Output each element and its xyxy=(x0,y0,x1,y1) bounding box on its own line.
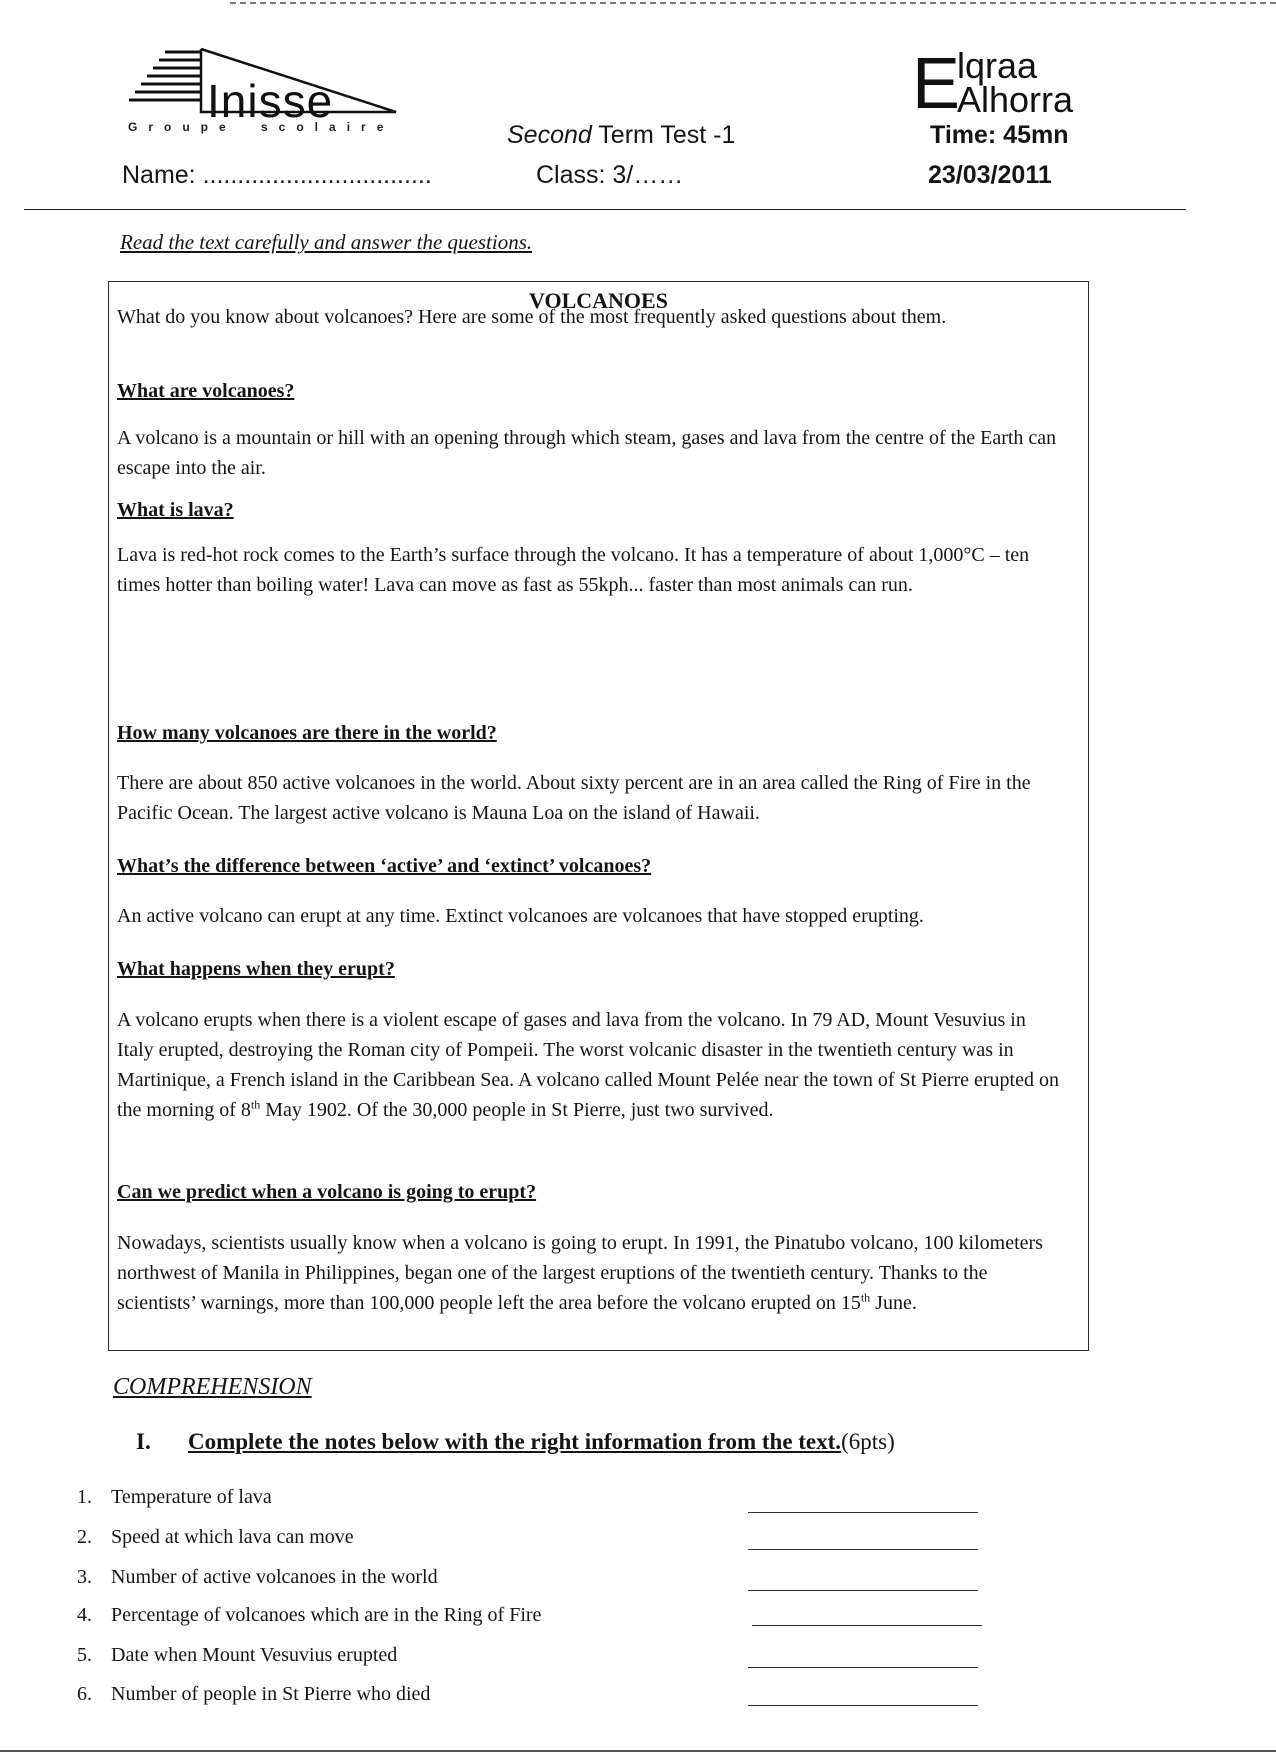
comprehension-title: COMPREHENSION xyxy=(113,1374,312,1400)
section-answer-part: Nowadays, scientists usually know when a volcano is going to erupt. In 1991, the Pinatubo volcano, 100 kilometers northwest of Manila in Philippines, began one of the largest eruptions of the twentieth century. Thanks to the scientists’ warnings, more than 100,000 people left the area before the volcano erupted on 15 xyxy=(117,1232,1043,1314)
note-prompt: Percentage of volcanoes which are in the Ring of Fire xyxy=(111,1604,542,1626)
test-duration: Time: 45mn xyxy=(930,121,1069,149)
reading-instruction: Read the text carefully and answer the questions. xyxy=(120,230,533,254)
school-logo-name: Inisse xyxy=(207,75,334,127)
note-number: 5. xyxy=(77,1644,92,1666)
section-answer: A volcano is a mountain or hill with an opening through which steam, gases and lava from the centre of the Earth can escape into the air. xyxy=(117,427,1057,479)
brand-logo-line2: Alhorra xyxy=(957,79,1074,120)
answer-blank[interactable] xyxy=(748,1549,978,1550)
test-title-term: Second xyxy=(507,121,592,149)
school-logo-tagline: Groupe scolaire xyxy=(128,120,395,134)
note-prompt: Speed at which lava can move xyxy=(111,1526,354,1548)
brand-logo-letter: E xyxy=(912,44,961,124)
note-prompt: Temperature of lava xyxy=(111,1486,272,1508)
answer-blank[interactable] xyxy=(748,1667,978,1668)
brand-logo-line1: lqraa xyxy=(957,45,1038,86)
section-answer-part: May 1902. Of the 30,000 people in St Pierre, just two survived. xyxy=(260,1099,774,1121)
task-instruction xyxy=(188,1427,895,1457)
note-number: 4. xyxy=(77,1604,92,1626)
section-answer: Lava is red-hot rock comes to the Earth’s surface through the volcano. It has a temperature of about 1,000°C – ten times hotter than boiling water! Lava can move as fast as 55kph... faster than most animals can run. xyxy=(117,544,1030,596)
section-question: What happens when they erupt? xyxy=(117,958,395,980)
task-points: (6pts) xyxy=(841,1429,895,1454)
task-instruction-text: Complete the notes below with the right information from the text. xyxy=(188,1429,842,1454)
note-number: 1. xyxy=(77,1486,92,1508)
test-date: 23/03/2011 xyxy=(928,161,1052,189)
note-number: 2. xyxy=(77,1526,92,1548)
answer-blank[interactable] xyxy=(748,1705,978,1706)
note-prompt: Number of people in St Pierre who died xyxy=(111,1683,431,1705)
task-number: I. xyxy=(136,1429,151,1454)
reading-title: VOLCANOES xyxy=(529,288,668,313)
scan-edge-bottom xyxy=(0,1750,1276,1752)
section-question: What are volcanoes? xyxy=(117,380,295,402)
section-answer: An active volcano can erupt at any time. Extinct volcanoes are volcanoes that have stopped erupting. xyxy=(117,905,924,927)
section-answer-part: A volcano erupts when there is a violent escape of gases and lava from the volcano. In 79 AD, Mount Vesuvius in Italy erupted, destroying the Roman city of Pompeii. The worst volcanic disaster in the twentieth century was in Martinique, a French island in the Caribbean Sea. A volcano called Mount Pelée near the town of St Pierre erupted on the morning of 8 xyxy=(117,1009,1059,1121)
scan-edge-top xyxy=(230,2,1276,4)
answer-blank[interactable] xyxy=(748,1512,978,1513)
section-answer-part: June. xyxy=(870,1292,917,1314)
section-question: What is lava? xyxy=(117,499,234,521)
section-answer: There are about 850 active volcanoes in the world. About sixty percent are in an area called the Ring of Fire in the Pacific Ocean. The largest active volcano is Mauna Loa on the island of Hawaii. xyxy=(117,772,1031,824)
section-question: What’s the difference between ‘active’ and ‘extinct’ volcanoes? xyxy=(117,855,652,877)
note-prompt: Number of active volcanoes in the world xyxy=(111,1566,438,1588)
test-title xyxy=(507,120,735,150)
note-number: 3. xyxy=(77,1566,92,1588)
section-question: How many volcanoes are there in the world? xyxy=(117,722,497,744)
section-answer xyxy=(117,1005,1067,1125)
header-divider xyxy=(24,209,1186,210)
answer-blank[interactable] xyxy=(748,1590,978,1591)
test-title-rest: Term Test -1 xyxy=(598,121,736,149)
student-class-field[interactable]: Class: 3/…… xyxy=(536,161,684,189)
ordinal-suffix: th xyxy=(860,1290,871,1305)
note-prompt: Date when Mount Vesuvius erupted xyxy=(111,1644,398,1666)
student-name-field[interactable]: Name: ................................. xyxy=(122,161,432,189)
section-answer xyxy=(117,1228,1067,1318)
answer-blank[interactable] xyxy=(752,1625,982,1626)
reading-intro: What do you know about volcanoes? Here are some of the most frequently asked questions about them. xyxy=(117,306,947,328)
section-question: Can we predict when a volcano is going to erupt? xyxy=(117,1181,537,1203)
note-number: 6. xyxy=(77,1683,92,1705)
ordinal-suffix: th xyxy=(250,1097,261,1112)
